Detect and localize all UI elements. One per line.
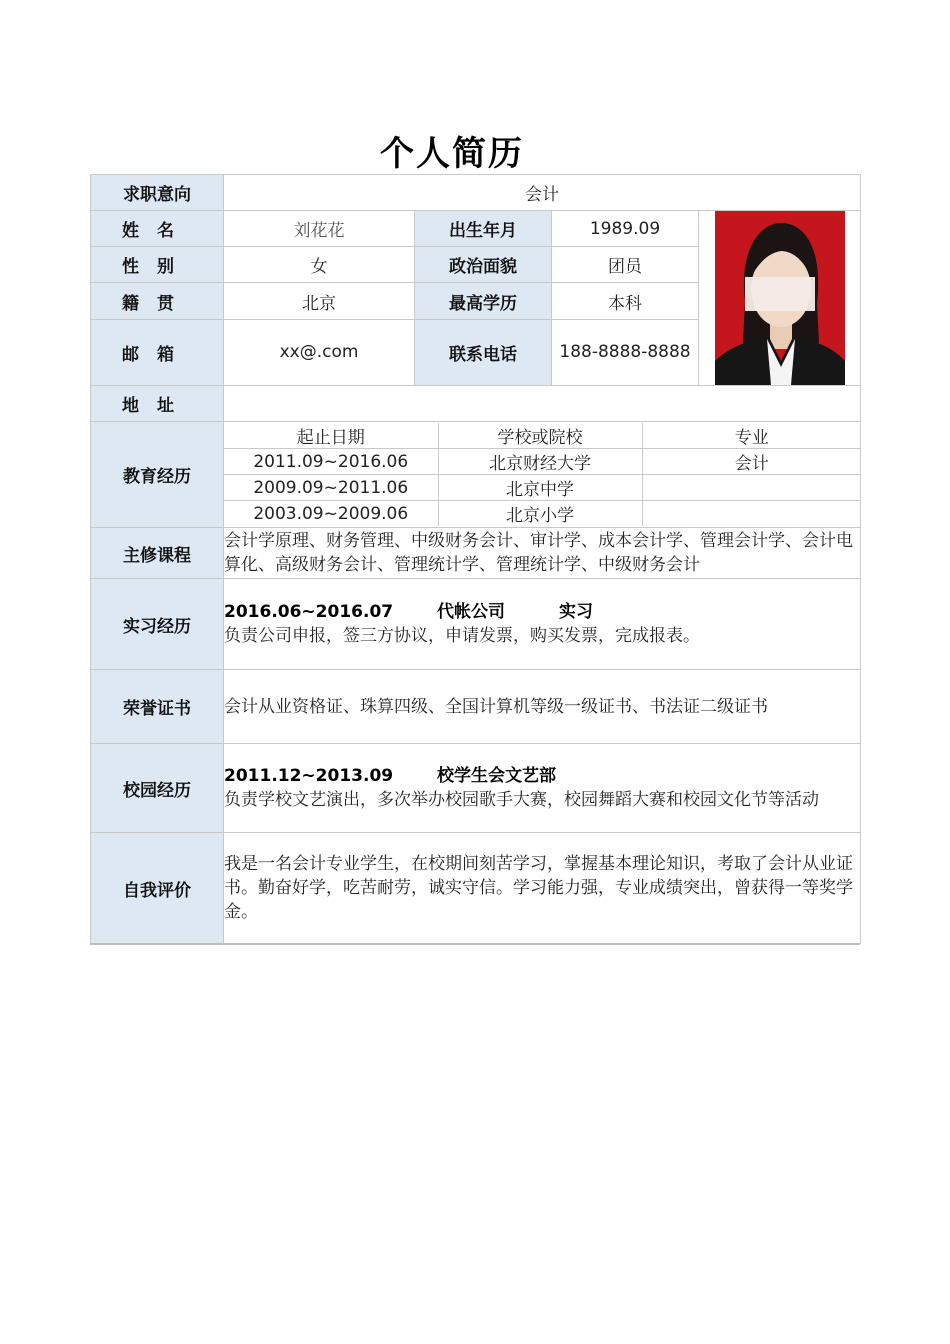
label-political: 政治面貌: [415, 247, 552, 283]
edu-cell-major: 会计: [642, 449, 861, 475]
edu-header-major: 专业: [642, 423, 861, 449]
label-name: 姓名: [91, 211, 224, 247]
portrait-photo-icon: [715, 211, 845, 385]
edu-cell-school: 北京财经大学: [438, 449, 642, 475]
label-birth: 出生年月: [415, 211, 552, 247]
campus-period: 2011.12~2013.09: [224, 766, 394, 786]
internship-heading: [224, 600, 860, 624]
label-phone: 联系电话: [415, 319, 552, 385]
value-native-place: 北京: [224, 283, 415, 319]
campus-section: [224, 744, 861, 833]
edu-cell-major: [642, 501, 861, 527]
value-email: xx@.com: [224, 319, 415, 385]
internship-description: 负责公司申报，签三方协议，申请发票，购买发票，完成报表。: [224, 626, 700, 646]
internship-period: 2016.06~2016.07: [224, 602, 394, 622]
value-self-eval: 我是一名会计专业学生，在校期间刻苦学习，掌握基本理论知识，考取了会计从业证书。勤奋好学，吃苦耐劳，诚实守信。学习能力强，专业成绩突出，曾获得一等奖学金。: [224, 833, 861, 944]
edu-cell-period: 2003.09~2009.06: [224, 501, 438, 527]
education-section: [224, 422, 861, 528]
table-row: [224, 501, 861, 527]
edu-cell-school: 北京中学: [438, 475, 642, 501]
label-self-eval: 自我评价: [91, 833, 224, 944]
value-birth: 1989.09: [552, 211, 699, 247]
edu-header-period: 起止日期: [224, 423, 438, 449]
label-campus: 校园经历: [91, 744, 224, 833]
value-honors: 会计从业资格证、珠算四级、全国计算机等级一级证书、书法证二级证书: [224, 670, 861, 744]
table-bottom-divider: [90, 943, 860, 945]
label-job-intention: 求职意向: [91, 175, 224, 211]
campus-org: 校学生会文艺部: [437, 766, 557, 786]
education-table: [224, 423, 861, 526]
table-row: [224, 449, 861, 475]
value-name: 刘花花: [224, 211, 415, 247]
edu-cell-school: 北京小学: [438, 501, 642, 527]
label-email: 邮箱: [91, 319, 224, 385]
label-native-place: 籍贯: [91, 283, 224, 319]
label-address: 地址: [91, 386, 224, 422]
value-political: 团员: [552, 247, 699, 283]
edu-header-school: 学校或院校: [438, 423, 642, 449]
label-education: 教育经历: [91, 422, 224, 528]
table-row: [224, 423, 861, 449]
value-phone: 188-8888-8888: [552, 319, 699, 385]
label-honors: 荣誉证书: [91, 670, 224, 744]
value-courses: 会计学原理、财务管理、中级财务会计、审计学、成本会计学、管理会计学、会计电算化、高级财务会计、管理统计学、管理统计学、中级财务会计: [224, 528, 861, 579]
value-address: [224, 386, 861, 422]
photo-cell: [699, 211, 861, 386]
label-education-level: 最高学历: [415, 283, 552, 319]
campus-description: 负责学校文艺演出，多次举办校园歌手大赛，校园舞蹈大赛和校园文化节等活动: [224, 790, 819, 810]
table-row: [224, 475, 861, 501]
resume-table: [90, 174, 861, 944]
edu-cell-period: 2009.09~2011.06: [224, 475, 438, 501]
label-courses: 主修课程: [91, 528, 224, 579]
value-gender: 女: [224, 247, 415, 283]
value-education-level: 本科: [552, 283, 699, 319]
label-internship: 实习经历: [91, 579, 224, 670]
internship-section: [224, 579, 861, 670]
value-job-intention: 会计: [224, 175, 861, 211]
campus-heading: [224, 764, 860, 788]
page-title: 个人简历: [380, 134, 524, 174]
internship-role: 实习: [558, 602, 593, 622]
edu-cell-period: 2011.09~2016.06: [224, 449, 438, 475]
internship-company: 代帐公司: [437, 602, 506, 622]
edu-cell-major: [642, 475, 861, 501]
label-gender: 性别: [91, 247, 224, 283]
